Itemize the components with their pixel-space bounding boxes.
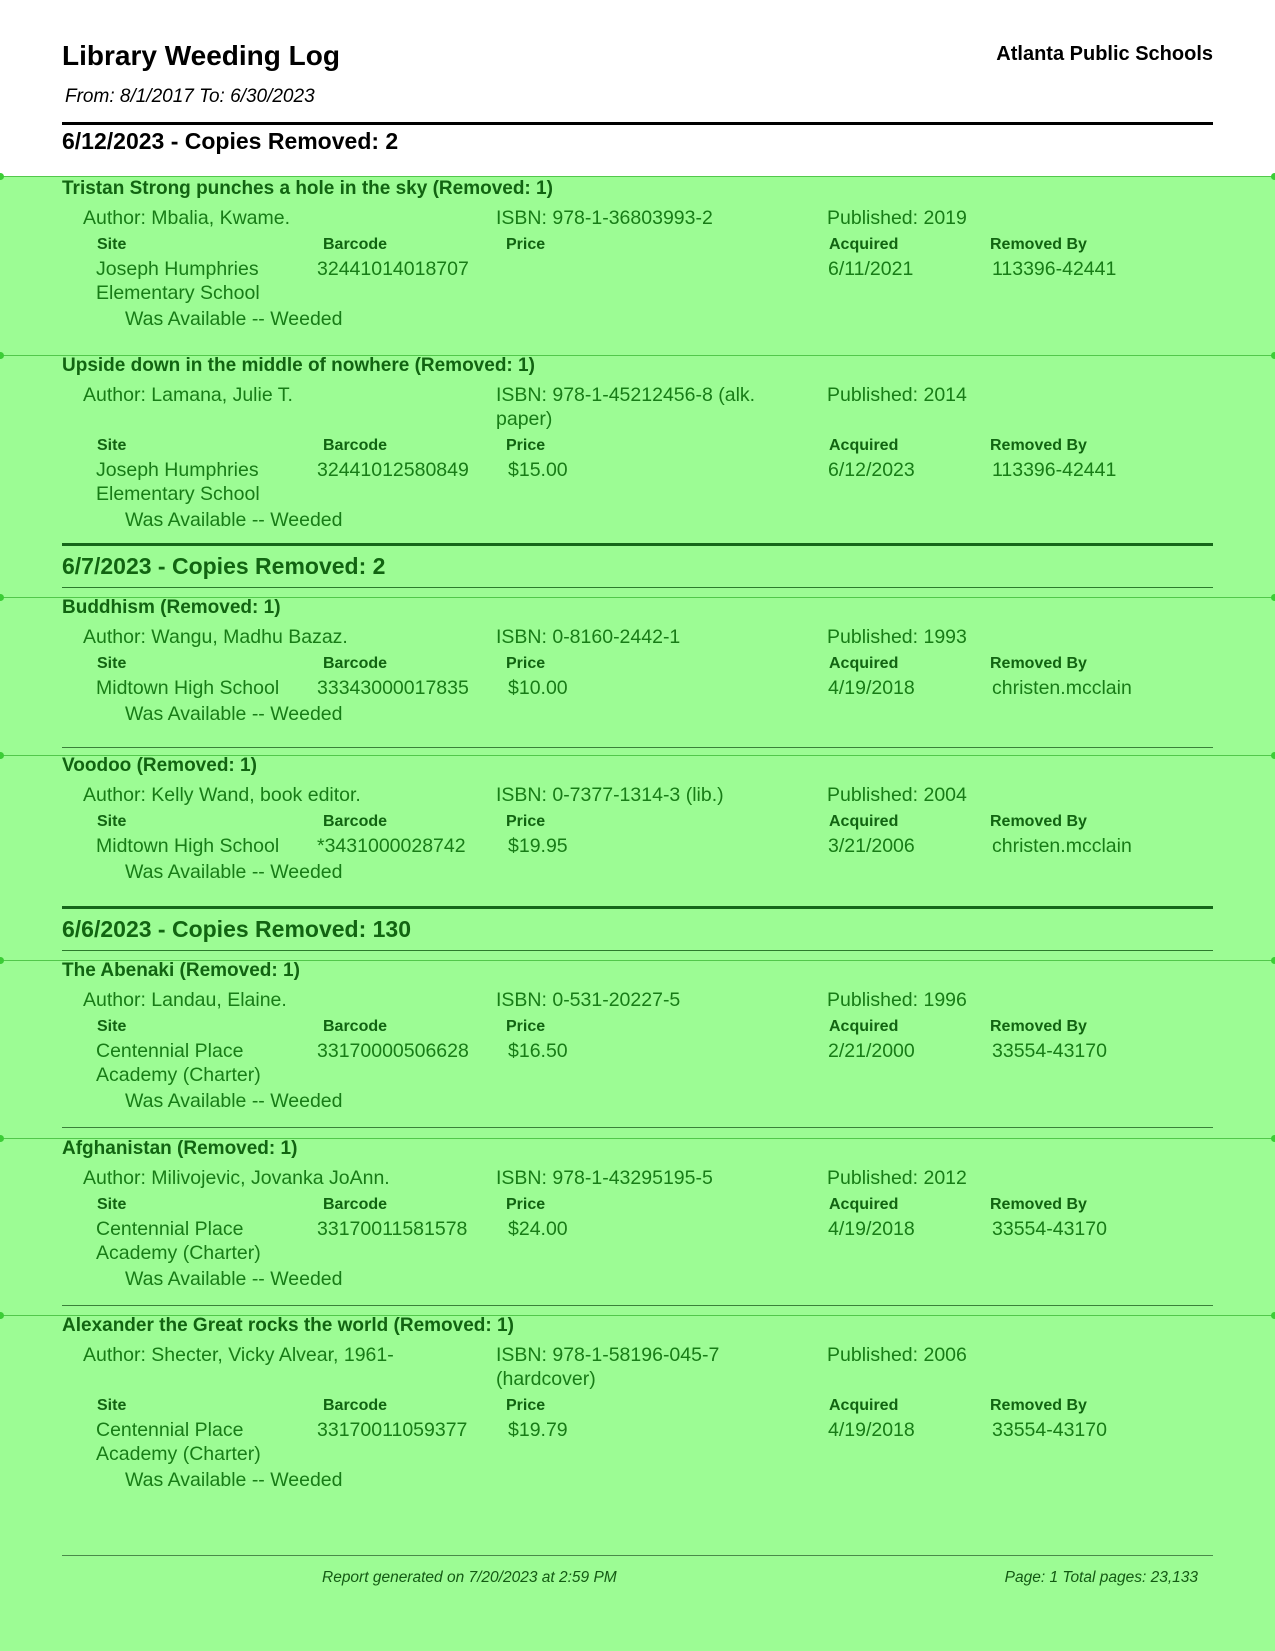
item-isbn: ISBN: 978-1-45212456-8 (alk. xyxy=(496,384,756,406)
item-published: Published: 2012 xyxy=(827,1167,967,1189)
item-barcode: 33170011581578 xyxy=(317,1218,468,1240)
removed-by-label: Removed By xyxy=(990,437,1087,454)
item-price: $24.00 xyxy=(508,1218,568,1240)
item-author: Author: Mbalia, Kwame. xyxy=(83,207,291,229)
item-site: Academy (Charter) xyxy=(96,1064,261,1086)
item-published: Published: 2019 xyxy=(827,207,967,229)
item-site: Centennial Place xyxy=(96,1218,244,1240)
selection-handle xyxy=(1271,352,1275,359)
item-author: Author: Lamana, Julie T. xyxy=(83,384,293,406)
item-removed-by: 33554-43170 xyxy=(992,1419,1107,1441)
removed-by-label: Removed By xyxy=(990,813,1087,830)
item-site: Joseph Humphries xyxy=(96,459,259,481)
header-divider xyxy=(62,122,1213,125)
item-site: Midtown High School xyxy=(96,835,280,857)
site-label: Site xyxy=(97,437,127,454)
item-status: Was Available -- Weeded xyxy=(125,308,343,330)
removed-by-label: Removed By xyxy=(990,1018,1087,1035)
item-author: Author: Shecter, Vicky Alvear, 1961- xyxy=(83,1344,394,1366)
selection-boundary xyxy=(0,176,1275,177)
group-heading-underline xyxy=(62,950,1213,951)
item-acquired: 4/19/2018 xyxy=(828,677,915,699)
price-label: Price xyxy=(506,813,546,830)
item-divider xyxy=(62,1127,1213,1128)
site-label: Site xyxy=(97,1196,127,1213)
item-author: Author: Wangu, Madhu Bazaz. xyxy=(83,626,348,648)
item-isbn: paper) xyxy=(496,408,553,430)
price-label: Price xyxy=(506,655,546,672)
selection-handle xyxy=(1271,173,1275,180)
item-removed-by: 113396-42441 xyxy=(992,459,1117,481)
item-status: Was Available -- Weeded xyxy=(125,1469,343,1491)
item-title: Afghanistan (Removed: 1) xyxy=(62,1138,298,1159)
report-date-range: From: 8/1/2017 To: 6/30/2023 xyxy=(65,86,315,107)
item-price: $19.95 xyxy=(508,835,568,857)
item-removed-by: 33554-43170 xyxy=(992,1218,1107,1240)
item-status: Was Available -- Weeded xyxy=(125,703,343,725)
group-divider xyxy=(62,543,1213,546)
item-isbn: ISBN: 0-7377-1314-3 (lib.) xyxy=(496,784,724,806)
barcode-label: Barcode xyxy=(323,1397,388,1414)
footer-divider xyxy=(62,1555,1213,1556)
item-title: Alexander the Great rocks the world (Removed: 1) xyxy=(62,1315,514,1336)
item-acquired: 6/12/2023 xyxy=(828,459,915,481)
acquired-label: Acquired xyxy=(829,236,899,253)
removed-by-label: Removed By xyxy=(990,655,1087,672)
acquired-label: Acquired xyxy=(829,1397,899,1414)
barcode-label: Barcode xyxy=(323,1018,388,1035)
item-divider xyxy=(62,1305,1213,1306)
item-acquired: 4/19/2018 xyxy=(828,1419,915,1441)
price-label: Price xyxy=(506,1018,546,1035)
item-status: Was Available -- Weeded xyxy=(125,1090,343,1112)
item-author: Author: Landau, Elaine. xyxy=(83,989,287,1011)
item-published: Published: 2014 xyxy=(827,384,967,406)
item-site: Centennial Place xyxy=(96,1419,244,1441)
group-heading: 6/6/2023 - Copies Removed: 130 xyxy=(62,916,411,942)
selection-handle xyxy=(1271,594,1275,601)
barcode-label: Barcode xyxy=(323,1196,388,1213)
item-removed-by: 33554-43170 xyxy=(992,1040,1107,1062)
item-title: Tristan Strong punches a hole in the sky (Removed: 1) xyxy=(62,178,553,199)
item-author: Author: Milivojevic, Jovanka JoAnn. xyxy=(83,1167,390,1189)
item-price: $15.00 xyxy=(508,459,568,481)
item-barcode: 33343000017835 xyxy=(317,677,469,699)
report-header xyxy=(62,38,1213,126)
barcode-label: Barcode xyxy=(323,813,388,830)
acquired-label: Acquired xyxy=(829,1018,899,1035)
site-label: Site xyxy=(97,236,127,253)
item-barcode: 33170011059377 xyxy=(317,1419,468,1441)
selection-handle xyxy=(1271,752,1275,759)
selection-handle xyxy=(1271,1135,1275,1142)
item-status: Was Available -- Weeded xyxy=(125,861,343,883)
item-removed-by: christen.mcclain xyxy=(992,677,1132,699)
item-price: $10.00 xyxy=(508,677,568,699)
site-label: Site xyxy=(97,813,127,830)
acquired-label: Acquired xyxy=(829,1196,899,1213)
price-label: Price xyxy=(506,1397,546,1414)
item-published: Published: 1996 xyxy=(827,989,967,1011)
item-isbn: ISBN: 0-8160-2442-1 xyxy=(496,626,681,648)
item-site: Joseph Humphries xyxy=(96,258,259,280)
item-site: Academy (Charter) xyxy=(96,1443,261,1465)
acquired-label: Acquired xyxy=(829,437,899,454)
item-site: Centennial Place xyxy=(96,1040,244,1062)
item-title: Voodoo (Removed: 1) xyxy=(62,755,257,776)
price-label: Price xyxy=(506,1196,546,1213)
item-title: The Abenaki (Removed: 1) xyxy=(62,960,300,981)
price-label: Price xyxy=(506,437,546,454)
group-heading-underline xyxy=(62,587,1213,588)
site-label: Site xyxy=(97,655,127,672)
barcode-label: Barcode xyxy=(323,655,388,672)
item-published: Published: 2004 xyxy=(827,784,967,806)
item-site: Elementary School xyxy=(96,282,260,304)
group-heading: 6/7/2023 - Copies Removed: 2 xyxy=(62,553,386,579)
item-divider xyxy=(62,747,1213,748)
item-removed-by: 113396-42441 xyxy=(992,258,1117,280)
item-acquired: 4/19/2018 xyxy=(828,1218,915,1240)
removed-by-label: Removed By xyxy=(990,236,1087,253)
item-price: $19.79 xyxy=(508,1419,568,1441)
item-published: Published: 1993 xyxy=(827,626,967,648)
item-isbn: (hardcover) xyxy=(496,1368,596,1390)
item-barcode: 33170000506628 xyxy=(317,1040,469,1062)
barcode-label: Barcode xyxy=(323,437,388,454)
group-divider xyxy=(62,906,1213,909)
removed-by-label: Removed By xyxy=(990,1196,1087,1213)
item-acquired: 3/21/2006 xyxy=(828,835,915,857)
item-barcode: 32441014018707 xyxy=(317,258,469,280)
item-isbn: ISBN: 978-1-43295195-5 xyxy=(496,1167,713,1189)
item-site: Elementary School xyxy=(96,483,260,505)
group-heading: 6/12/2023 - Copies Removed: 2 xyxy=(62,128,399,154)
item-removed-by: christen.mcclain xyxy=(992,835,1132,857)
item-status: Was Available -- Weeded xyxy=(125,1268,343,1290)
item-barcode: 32441012580849 xyxy=(317,459,469,481)
acquired-label: Acquired xyxy=(829,655,899,672)
item-price: $16.50 xyxy=(508,1040,568,1062)
page-count: Page: 1 Total pages: 23,133 xyxy=(1004,1569,1198,1586)
item-isbn: ISBN: 978-1-36803993-2 xyxy=(496,207,713,229)
item-published: Published: 2006 xyxy=(827,1344,967,1366)
selection-handle xyxy=(1271,957,1275,964)
selection-handle xyxy=(1271,1312,1275,1319)
item-isbn: ISBN: 0-531-20227-5 xyxy=(496,989,681,1011)
site-label: Site xyxy=(97,1018,127,1035)
item-title: Buddhism (Removed: 1) xyxy=(62,597,281,618)
price-label: Price xyxy=(506,236,546,253)
acquired-label: Acquired xyxy=(829,813,899,830)
item-isbn: ISBN: 978-1-58196-045-7 xyxy=(496,1344,720,1366)
removed-by-label: Removed By xyxy=(990,1397,1087,1414)
item-status: Was Available -- Weeded xyxy=(125,509,343,531)
item-site: Academy (Charter) xyxy=(96,1242,261,1264)
barcode-label: Barcode xyxy=(323,236,388,253)
site-label: Site xyxy=(97,1397,127,1414)
item-author: Author: Kelly Wand, book editor. xyxy=(83,784,361,806)
item-acquired: 6/11/2021 xyxy=(828,258,914,280)
organization-name: Atlanta Public Schools xyxy=(996,43,1213,65)
item-site: Midtown High School xyxy=(96,677,280,699)
report-generated-note: Report generated on 7/20/2023 at 2:59 PM xyxy=(322,1569,617,1586)
report-title: Library Weeding Log xyxy=(62,40,340,71)
item-barcode: *3431000028742 xyxy=(317,835,466,857)
item-title: Upside down in the middle of nowhere (Removed: 1) xyxy=(62,355,535,376)
item-acquired: 2/21/2000 xyxy=(828,1040,915,1062)
